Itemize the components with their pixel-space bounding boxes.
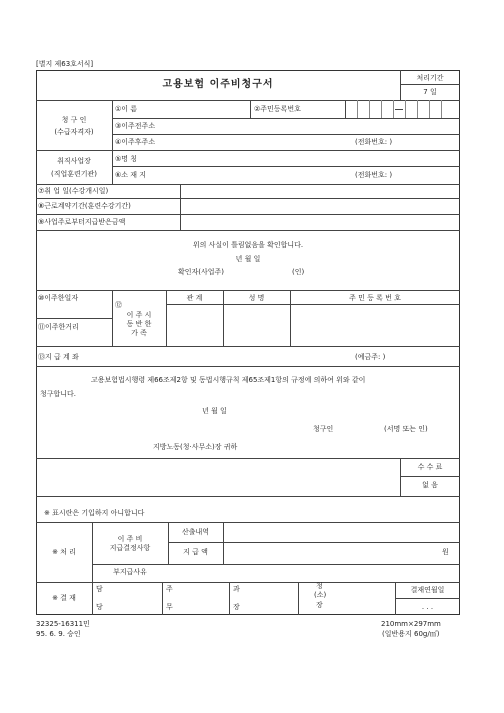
family-number: ⑫ bbox=[115, 301, 122, 309]
family-label-line3: 가 족 bbox=[131, 329, 147, 337]
account-holder: (예금주: ) bbox=[355, 353, 386, 361]
confirmer-seal: (인) bbox=[292, 268, 305, 276]
header-rrn: 주 민 등 록 번 호 bbox=[349, 294, 401, 302]
note-text: ※ 표시란은 기입하지 아니합니다 bbox=[44, 509, 145, 517]
approval-col4-mid: (소) bbox=[314, 591, 327, 599]
statement-line2: 청구합니다. bbox=[40, 390, 77, 398]
confirm-date: 년 월 일 bbox=[235, 255, 261, 263]
statement-line1: 고용보험법시행령 제66조제2항 및 동법시행규칙 제65조제1항의 규정에 의하여 위와 같이 bbox=[91, 376, 366, 384]
move-distance-label: ⑪이주한거리 bbox=[38, 323, 79, 331]
form-code: [별지 제63호서식] bbox=[36, 60, 94, 68]
claimant-sub: (수급자격자) bbox=[54, 128, 94, 136]
fee-value: 없 음 bbox=[422, 481, 438, 489]
form-title: 고용보험 이주비청구서 bbox=[162, 79, 274, 90]
statement-sign: (서명 또는 인) bbox=[384, 425, 428, 433]
employer-name-label: ⑤명 칭 bbox=[115, 155, 138, 163]
approval-date-value: . . . bbox=[421, 603, 434, 611]
approval-col1-top: 담 bbox=[96, 585, 103, 593]
account-label: ⑬지 급 계 좌 bbox=[38, 353, 79, 361]
contract-period-label: ⑧근로계약기간(훈련수강기간) bbox=[38, 202, 131, 210]
approval-col4-bottom: 장 bbox=[316, 601, 323, 609]
approval-col4-top: 청 bbox=[316, 582, 323, 590]
process-decision: 이 주 비 지급결정사항 bbox=[109, 535, 151, 552]
approval-label: ※ 결 재 bbox=[52, 594, 76, 602]
employer-address-label: ⑥소 재 지 bbox=[115, 171, 147, 179]
prev-address-label: ③이주전주소 bbox=[115, 122, 156, 130]
statement-claimant: 청구인 bbox=[313, 425, 334, 433]
confirmer-label: 확인자(사업주) bbox=[178, 268, 225, 276]
header-name: 성 명 bbox=[248, 294, 265, 302]
footer-code: 32325-16311민 bbox=[36, 620, 90, 628]
approval-col3-top: 과 bbox=[233, 585, 240, 593]
statement-recipient: 지방노동(청·사무소)장 귀하 bbox=[153, 443, 238, 451]
fee-label: 수 수 료 bbox=[417, 463, 443, 471]
move-date-label: ⑩이주한일자 bbox=[38, 294, 79, 302]
claimant-label: 청 구 인 bbox=[61, 116, 87, 124]
employer-phone: (전화번호: ) bbox=[355, 171, 393, 179]
process-amount: 지 급 액 bbox=[183, 548, 208, 556]
confirm-text: 위의 사실이 틀림없음을 확인합니다. bbox=[192, 241, 304, 249]
employment-date-label: ⑦취 업 일(수강개시일) bbox=[38, 187, 109, 195]
footer-approval: 95. 6. 9. 승인 bbox=[36, 630, 81, 638]
processing-value: 7 일 bbox=[423, 88, 437, 96]
claimant-name-label: ①이 름 bbox=[115, 105, 138, 113]
process-label: ※ 처 리 bbox=[52, 548, 76, 556]
claimant-rrn-label: ②주민등록번호 bbox=[254, 105, 301, 113]
process-calc: 산출내역 bbox=[181, 528, 210, 536]
employer-sub: (직업훈련기관) bbox=[50, 170, 98, 178]
approval-col1-bottom: 당 bbox=[96, 603, 103, 611]
approval-col2-top: 주 bbox=[166, 585, 173, 593]
processing-label: 처리기간 bbox=[416, 74, 444, 82]
process-won: 원 bbox=[442, 548, 449, 556]
footer-size: 210mm×297mm bbox=[381, 620, 441, 628]
approval-date-label: 결재연월일 bbox=[410, 586, 445, 594]
form-frame bbox=[36, 70, 460, 615]
claimant-phone: (전화번호: ) bbox=[355, 138, 393, 146]
new-address-label: ④이주후주소 bbox=[115, 138, 156, 146]
approval-col2-bottom: 무 bbox=[166, 603, 173, 611]
header-relation: 관 계 bbox=[186, 294, 203, 302]
family-label-line2: 동 반 한 bbox=[126, 320, 152, 328]
employer-payment-label: ⑨사업주로부터지급받은금액 bbox=[38, 218, 126, 226]
process-reject: 부지급사유 bbox=[113, 568, 147, 576]
family-label-line1: 이 주 시 bbox=[126, 311, 152, 319]
footer-paper: (일반용지 60g/㎡) bbox=[382, 630, 440, 638]
statement-date: 년 월 일 bbox=[202, 407, 227, 415]
approval-col3-bottom: 장 bbox=[233, 603, 240, 611]
employer-label: 취직사업장 bbox=[57, 157, 91, 165]
